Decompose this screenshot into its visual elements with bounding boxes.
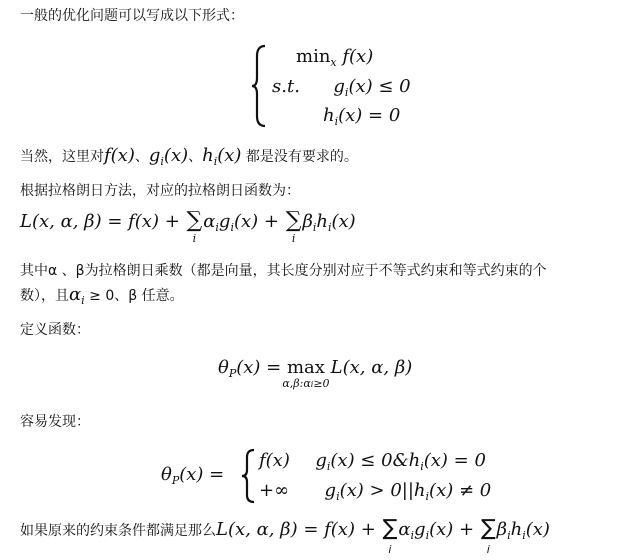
- problem-row-objective: $\min_x f(x)$: [296, 46, 374, 69]
- lagrange-equation: L(x, α, β) = f(x) + ∑ i $\alpha_ig_i(x)$ + ∑ i $\beta_ih_i(x)$: [20, 208, 356, 245]
- sum-symbol: ∑ i: [285, 208, 302, 245]
- left-brace-icon: [250, 44, 268, 128]
- sum-symbol: ∑ i: [382, 516, 398, 556]
- case-1: f(x) $g_i(x)$ ≤ $0\&h_i(x) = 0$: [259, 450, 486, 473]
- intro-text: 一般的优化问题可以写成以下形式：: [20, 8, 244, 24]
- define-text: 定义函数：: [20, 322, 90, 338]
- sum-symbol: ∑ i: [186, 208, 203, 245]
- lagrange-intro-text: 根据拉格朗日方法，对应的拉格朗日函数为：: [20, 183, 300, 199]
- sum-symbol: ∑ i: [480, 516, 496, 556]
- case-2: +∞ $g_i(x) > 0||h_i(x) \ne 0$: [259, 480, 492, 503]
- theta-cases-lhs: $\theta_P(x)$ =: [161, 464, 225, 487]
- max-operator: max α,β:αi≥0: [282, 357, 330, 390]
- problem-row-inequality: s.t. $g_i(x) \le 0$: [272, 76, 411, 99]
- final-line: 如果原来的约束条件都满足那么L(x, α, β) = f(x) + ∑ i $\alpha_ig_i(x)$ + ∑ i $\beta_ih_i(x)$: [20, 516, 550, 556]
- multipliers-line2: 数），且$\alpha_i \ge 0$、β 任意。: [20, 284, 184, 307]
- observe-text: 容易发现：: [20, 414, 90, 430]
- problem-row-equality: $h_i(x) = 0$: [323, 105, 401, 128]
- left-brace-icon: [240, 448, 256, 504]
- multipliers-line1: 其中α 、β为拉格朗日乘数（都是向量，其长度分别对应于不等式约束和等式约束的个: [20, 263, 547, 279]
- theta-definition: $\theta_P(x) = \max$ α,β:αi≥0 L(x, α, β): [218, 357, 413, 390]
- note-text: 当然，这里对f(x)、$g_i(x)$、$h_i(x)$ 都是没有要求的。: [20, 145, 358, 168]
